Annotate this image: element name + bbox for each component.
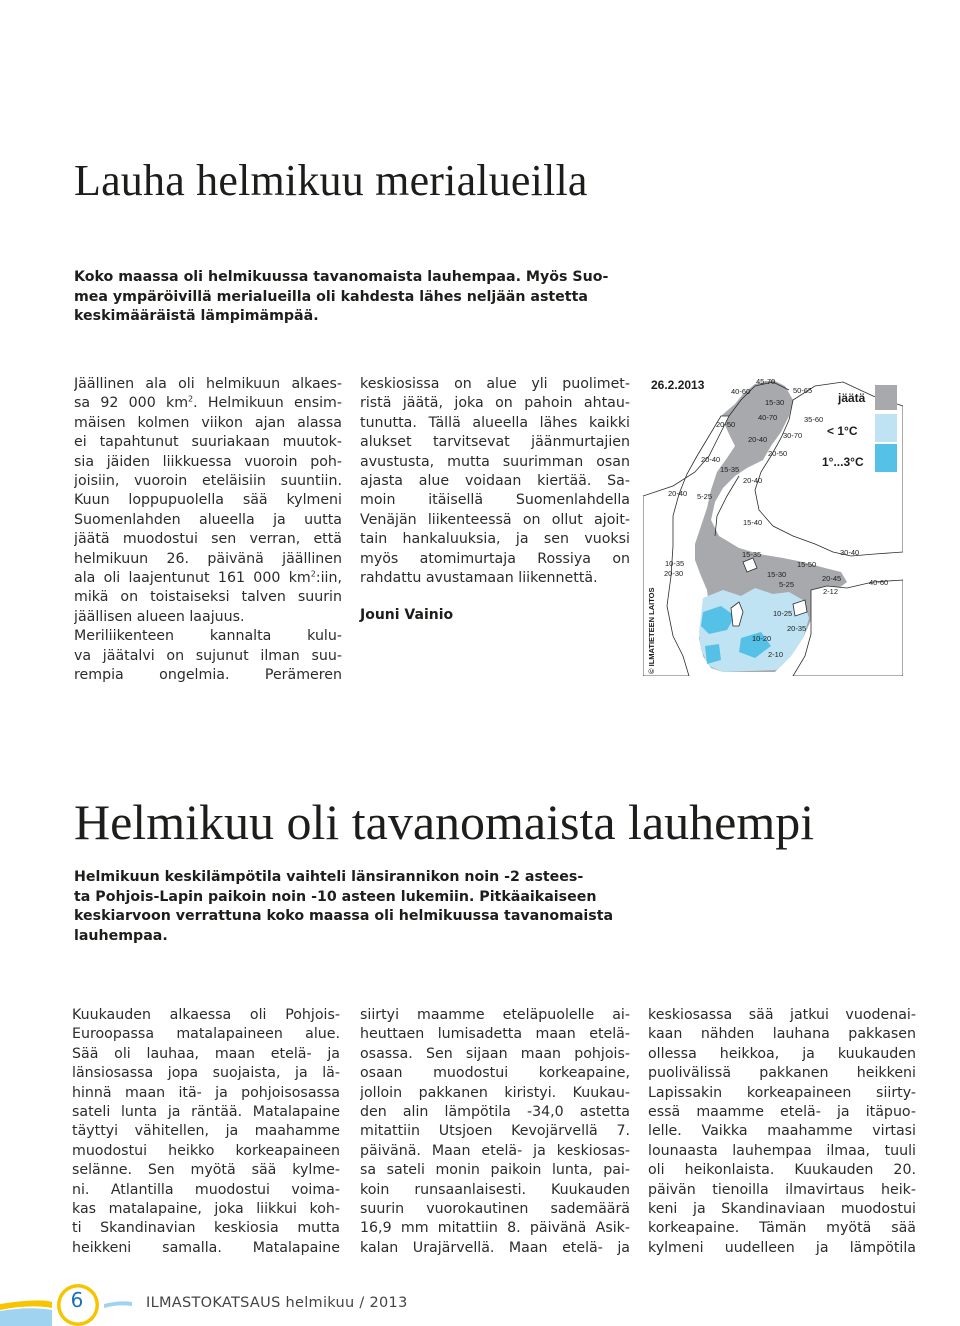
body-line: helmikuun 26. päivänä jäällinen: [74, 550, 342, 567]
body-line: koin runsaanlaisesti. Kuukauden: [360, 1181, 630, 1198]
body-line: rahdattu avustamaan liikennettä.: [360, 570, 598, 587]
footer-swoosh-blue: [0, 1308, 52, 1326]
publication-name: ILMASTOKATSAUS helmikuu / 2013: [146, 1295, 408, 1311]
body-line: keskiosassa sää jatkui vuodenai-: [648, 1007, 916, 1023]
body-line: korkeapaine. Tämän myötä sää: [648, 1220, 916, 1237]
superscript: 2: [188, 394, 194, 404]
body-line: osaan muodostui korkeapaine,: [360, 1065, 630, 1082]
body-text: sa 92 000 km: [74, 395, 189, 412]
ice-label: 15-35: [742, 550, 762, 559]
body-line: Sää oli lauhaa, maan etelä- ja: [72, 1045, 340, 1062]
article-title: Helmikuu oli tavanomaista lauhempi: [74, 794, 815, 850]
body-line: päivänä. Maan etelä- ja keskiosas-: [360, 1142, 630, 1159]
body-column-2: [360, 375, 630, 588]
lead-line: keskiarvoon verrattuna koko maassa oli helmikuussa tavanomaista: [74, 908, 614, 924]
body-line: jäätä muodostui sen verran, että: [74, 531, 342, 548]
ice-label: 20-30: [664, 569, 684, 578]
ice-label: 40-70: [758, 413, 778, 422]
body-line: mikä on toistaiseksi talven suurin: [74, 589, 342, 606]
ice-label: 10-25: [773, 609, 793, 618]
body-line: Euroopassa matalapaineen alue.: [72, 1026, 340, 1043]
legend-label-warm: 1°...3°C: [822, 455, 864, 469]
body-text: :iin,: [315, 570, 342, 587]
body-line: myös atomimurtaja Rossiya on: [360, 550, 630, 567]
body-line: ollessa heikkoa, ja kuukauden: [648, 1045, 916, 1062]
body-line: suurin vuorokautinen sademäärä: [360, 1201, 630, 1218]
body-line: essä maamme etelä- ja itäpuo-: [648, 1104, 916, 1121]
ice-label: 30-70: [783, 431, 803, 440]
body-line: kylmeni uudelleen ja lämpötila: [648, 1239, 916, 1256]
ice-label: 35-60: [804, 415, 824, 424]
body-line: alukset tarvitsevat jäänmurtajien: [360, 434, 630, 451]
lead-line: Koko maassa oli helmikuussa tavanomaista lauhempaa. Myös Suo-: [74, 269, 609, 285]
body-line: joisiin, vuoroin eteläisiin suuntiin.: [74, 473, 342, 490]
superscript: 2: [310, 569, 316, 579]
map-date: 26.2.2013: [651, 378, 705, 392]
body-line: oli heikonlaista. Kuukauden 20.: [648, 1162, 916, 1179]
body-line: sia jäiden liikkuessa vuoroin poh-: [74, 453, 342, 470]
ice-label: 20-40: [668, 489, 688, 498]
article-lead: [74, 268, 608, 327]
body-line: jäällisen alueen laajuus.: [74, 608, 245, 625]
body-line: muodostui heikko korkeapaineen: [72, 1142, 340, 1159]
body-line: Lapissakin korkeapaineen siirty-: [648, 1084, 916, 1101]
body-line: länsiosassa jopa suojaista, ja lä-: [72, 1065, 340, 1082]
body-line: täyttyi vähitellen, ja maahamme: [72, 1123, 340, 1140]
body-line: den alin lämpötila -34,0 astetta: [360, 1104, 630, 1121]
legend-swatch-ice: [875, 385, 897, 410]
body-line: ajasta alue voidaan kiertää. Sa-: [360, 473, 630, 490]
body-line: ei tapahtunut suuriakaan muutok-: [74, 434, 342, 451]
body-line: Meriliikenteen kannalta kulu-: [74, 628, 342, 645]
body-line: siirtyi maamme eteläpuolelle ai-: [360, 1007, 630, 1023]
ice-label: 20-35: [787, 624, 807, 633]
legend-label-ice: jäätä: [838, 391, 866, 405]
body-line: lelle. Vaikka maahamme virtasi: [648, 1123, 916, 1140]
body-line: 16,9 mm mitattiin 8. päivänä Asik-: [360, 1220, 630, 1237]
ice-label: 15-50: [797, 560, 817, 569]
ice-label: 15-35: [720, 465, 740, 474]
body-line: ti Skandinavian keskiosia mutta: [72, 1220, 340, 1237]
ice-label: 5-25: [779, 580, 795, 589]
body-column-3: [72, 1006, 340, 1258]
body-line: selänne. Sen myötä sää kylme-: [72, 1162, 340, 1179]
body-line: ristä jäätä, joka on pahoin ahtau-: [360, 395, 630, 412]
body-line: Jäällinen ala oli helmikuun alkaes-: [74, 376, 342, 392]
ice-label: 20-40: [701, 455, 721, 464]
body-line: kaan nähden lauhana pakkasen: [648, 1026, 916, 1043]
body-line: kas matalapaine, joka liikkui koh-: [72, 1201, 340, 1218]
legend-swatch-warm: [875, 444, 897, 472]
footer-decoration: [0, 1284, 960, 1326]
ice-label: 20-50: [768, 449, 788, 458]
legend-label-cold: < 1°C: [827, 424, 858, 438]
body-line: mitattiin Utsjoen Kevojärvellä 7.: [360, 1123, 630, 1140]
lead-line: ta Pohjois-Lapin paikoin noin -10 asteen lukemiin. Pitkäaikaiseen: [74, 888, 597, 905]
body-line: päivän tienoilla ilmavirtaus heik-: [648, 1181, 916, 1198]
body-line: hinnä maan itä- ja pohjoisosassa: [72, 1084, 340, 1101]
author-name: Jouni Vainio: [360, 607, 454, 623]
body-column-5: [648, 1006, 916, 1258]
map-credit: © ILMATIETEEN LAITOS: [647, 587, 656, 674]
lead-line: mea ympäröivillä merialueilla oli kahdesta lähes neljään astetta: [74, 288, 588, 305]
body-line: kalan Urajärvellä. Maan etelä- ja: [360, 1239, 630, 1256]
ice-label: 45-70: [756, 377, 776, 386]
body-line: Suomenlahden alueella ja uutta: [74, 511, 342, 528]
lead-line: lauhempaa.: [74, 927, 168, 944]
body-line: keni ja Skandinaviaan muodostui: [648, 1201, 916, 1218]
ice-label: 40-60: [869, 578, 889, 587]
ice-map: [643, 376, 903, 676]
body-line: moin itäisellä Suomenlahdella: [360, 492, 630, 509]
ice-label: 2-10: [768, 650, 784, 659]
body-line: [74, 394, 342, 413]
body-column-4: [360, 1006, 630, 1258]
article-title: Lauha helmikuu merialueilla: [74, 156, 588, 205]
legend-swatch-cold: [875, 414, 897, 442]
body-line: avustusta, mutta suurimman osan: [360, 453, 630, 470]
ice-label: 20-40: [748, 435, 768, 444]
body-line: keskiosissa on alue yli puolimet-: [360, 376, 630, 392]
article-lead: [74, 868, 613, 946]
ice-label: 2-12: [823, 587, 839, 596]
ice-label: 10-35: [665, 559, 685, 568]
ice-label: 5-25: [697, 492, 713, 501]
body-line: Kuun loppupuolella sää kylmeni: [74, 492, 342, 509]
body-line: ni. Atlantilla muodostui voima-: [72, 1181, 340, 1198]
page-number: 6: [70, 1288, 84, 1312]
ice-label: 40-60: [731, 387, 751, 396]
body-line: jolloin pakkanen kiristyi. Kuukau-: [360, 1084, 630, 1101]
body-column-1: [74, 375, 342, 686]
footer-swoosh-right: [104, 1301, 132, 1308]
ice-label: 50-65: [793, 386, 813, 395]
body-line: Venäjän liikenteessä on ollut ajoit-: [360, 511, 630, 528]
body-line: mäisen kolmen viikon ajan alassa: [74, 414, 342, 431]
body-line: tunutta. Tällä alueella lähes kaikki: [360, 414, 630, 431]
lead-line: keskimääräistä lämpimämpää.: [74, 308, 319, 324]
body-line: Kuukauden alkaessa oli Pohjois-: [72, 1007, 340, 1023]
ice-label: 30-40: [840, 548, 860, 557]
ice-label: 10-20: [752, 634, 772, 643]
body-line: sa sateli monin paikoin lunta, pai-: [360, 1162, 630, 1179]
ice-label: 20-50: [716, 420, 736, 429]
body-text: . Helmikuun ensim-: [193, 395, 342, 412]
body-line: tain hankaluuksia, ja sen vuoksi: [360, 531, 630, 548]
ice-label: 15-30: [765, 398, 785, 407]
body-line: heikkeni samalla. Matalapaine: [72, 1239, 340, 1256]
ice-label: 20-45: [822, 574, 842, 583]
ice-label: 20-40: [743, 476, 763, 485]
body-line: rempia ongelmia. Perämeren: [74, 667, 342, 684]
body-line: osassa. Sen sijaan maan pohjois-: [360, 1045, 630, 1062]
body-line: heuttaen lumisadetta maan etelä-: [360, 1026, 630, 1043]
body-line: puolivälissä pakkanen heikkeni: [648, 1065, 916, 1082]
body-line: va jäätalvi on sujunut ilman suu-: [74, 647, 342, 664]
ice-label: 15-40: [743, 518, 763, 527]
body-text: ala oli laajentunut 161 000 km: [74, 570, 311, 587]
body-line: lounaasta lauhempaa ilmaa, tuuli: [648, 1142, 916, 1159]
lead-line: Helmikuun keskilämpötila vaihteli länsirannikon noin -2 astees-: [74, 869, 584, 885]
body-line: [74, 569, 342, 588]
body-line: sateli lunta ja räntää. Matalapaine: [72, 1104, 340, 1121]
ice-label: 15-30: [767, 570, 787, 579]
